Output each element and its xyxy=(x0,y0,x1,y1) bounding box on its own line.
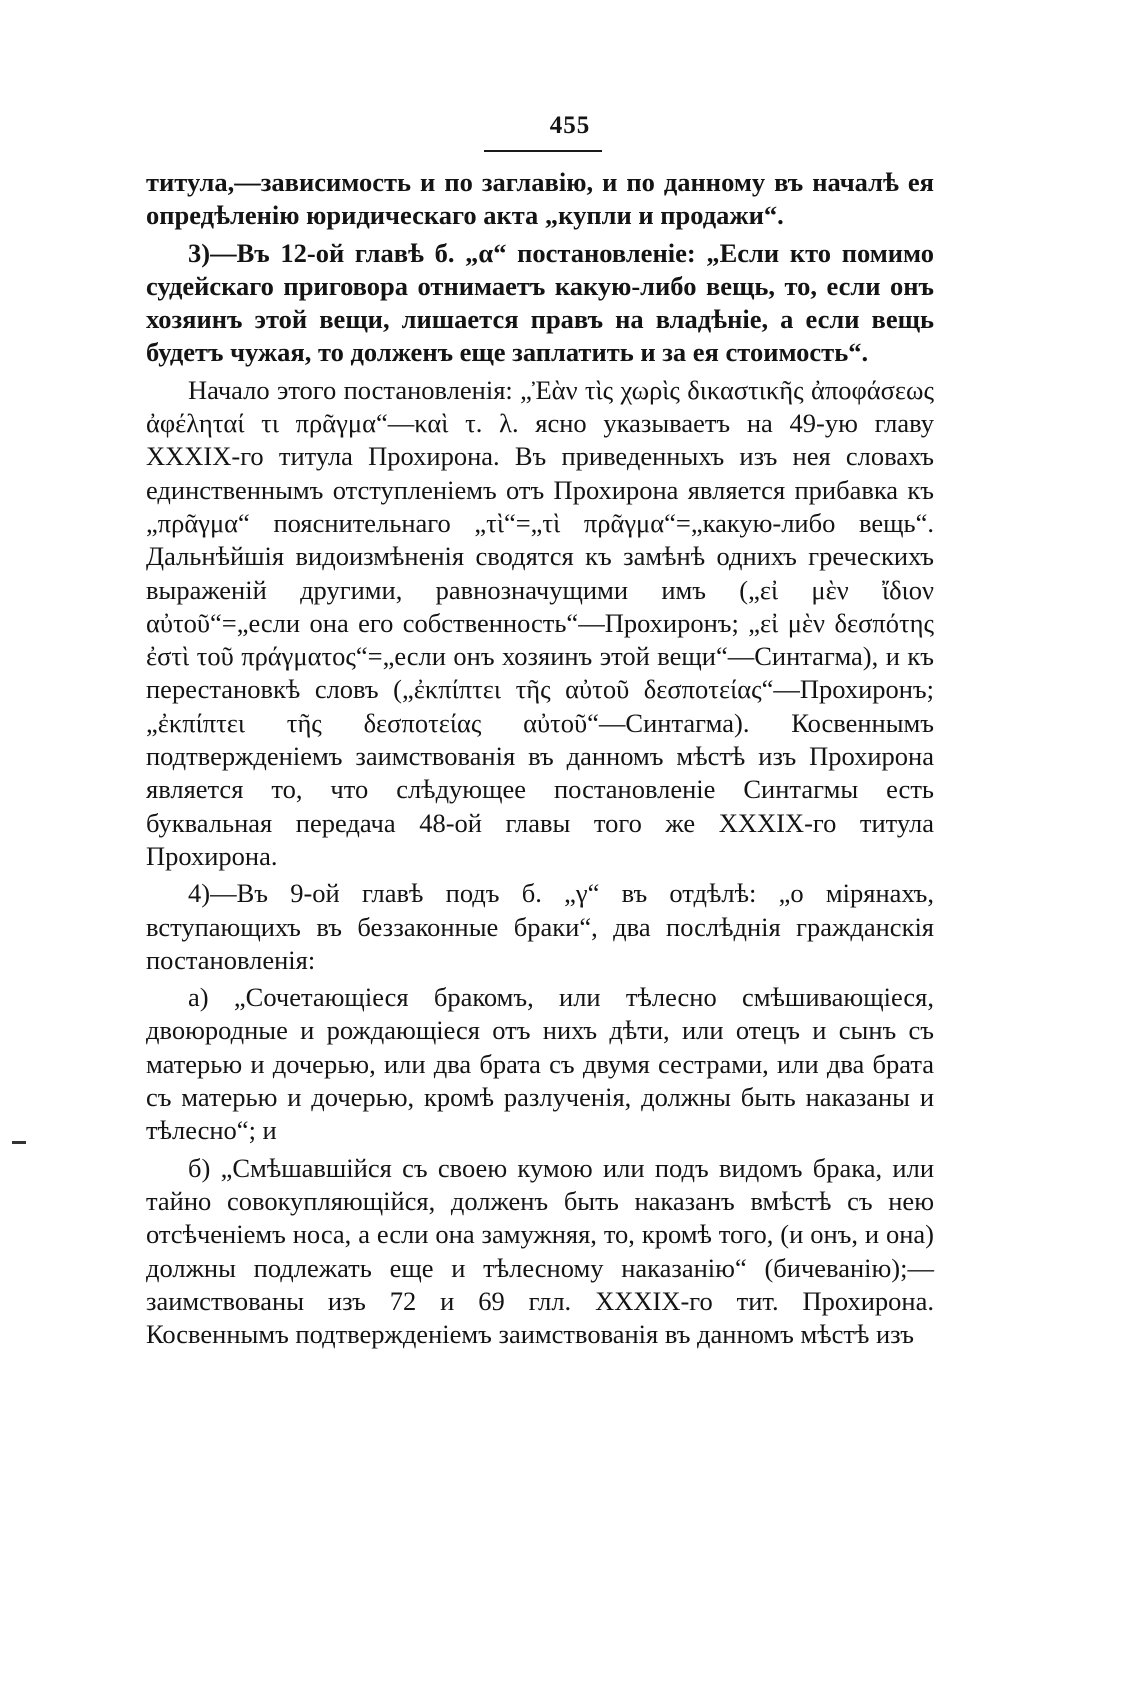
paragraph-3: Начало этого постановленія: „Ἐὰν τὶς χωρὶς δικαστικῆς ἀποφάσεως ἀφέληταί τι πρᾶγμα“—καὶ τ. λ. ясно указываетъ на 49-ую главу XXXIX-го титула Прохирона. Въ приведенныхъ изъ нея словахъ единственнымъ отступленіемъ отъ Прохирона является прибавка къ „πρᾶγμα“ пояснительнаго „τὶ“=„τὶ πρᾶγμα“=„какую-либо вещь“. Дальнѣйшія видоизмѣненія сводятся къ замѣнѣ однихъ греческихъ выраженій другими, равнозначущими имъ („εἰ μὲν ἴδιον αὐτοῦ“=„если она его собственность“—Прохиронъ; „εἰ μὲν δεσπότης ἐστὶ τοῦ πράγματος“=„если онъ хозяинъ этой вещи“—Синтагма), и къ перестановкѣ словъ („ἐκπίπτει τῆς αὐτοῦ δεσποτείας“—Прохиронъ; „ἐκπίπτει τῆς δεσποτείας αὐτοῦ“—Синтагма). Косвеннымъ подтвержденіемъ заимствованія въ данномъ мѣстѣ изъ Прохирона является то, что слѣдующее постановленіе Синтагмы есть буквальная передача 48-ой главы того же XXXIX-го титула Прохирона. xyxy=(146,374,934,871)
paragraph-6: б) „Смѣшавшійся съ своею кумою или подъ видомъ брака, или тайно совокупляющійся, долженъ быть наказанъ вмѣстѣ съ нею отсѣченіемъ носа, а если она замужняя, то, кромѣ того, (и онъ, и она) должны подлежать еще и тѣлесному наказанію“ (бичеванію);—заимствованы изъ 72 и 69 глл. XXXIX-го тит. Прохирона. Косвеннымъ подтвержденіемъ заимствованія въ данномъ мѣстѣ изъ xyxy=(146,1152,934,1350)
page-number: 455 xyxy=(549,112,591,139)
page-number-rule xyxy=(484,150,602,152)
text-column xyxy=(146,166,934,1351)
paragraph-2: 3)—Въ 12-ой главѣ б. „α“ постановленіе: „Если кто помимо судейскаго приговора отнимаетъ какую-либо вещь, то, если онъ хозяинъ этой вещи, лишается правъ на владѣніе, а если вещь будетъ чужая, то долженъ еще заплатить и за ея стоимость“. xyxy=(146,237,934,368)
paragraph-5: а) „Сочетающіеся бракомъ, или тѣлесно смѣшивающіеся, двоюродные и рождающіеся отъ нихъ дѣти, или отецъ и сынъ съ матерью и дочерью, или два брата съ двумя сестрами, или два брата съ матерью и дочерью, кромѣ разлученія, должны быть наказаны и тѣлесно“; и xyxy=(146,982,934,1146)
paragraph-4: 4)—Въ 9-ой главѣ подъ б. „γ“ въ отдѣлѣ: „о мірянахъ, вступающихъ въ беззаконные браки“, два послѣднія гражданскія постановленія: xyxy=(146,878,934,975)
margin-mark xyxy=(12,1141,26,1144)
paragraph-1: титула,—зависимость и по заглавію, и по данному въ началѣ ея опредѣленію юридическаго акта „купли и продажи“. xyxy=(146,167,934,231)
